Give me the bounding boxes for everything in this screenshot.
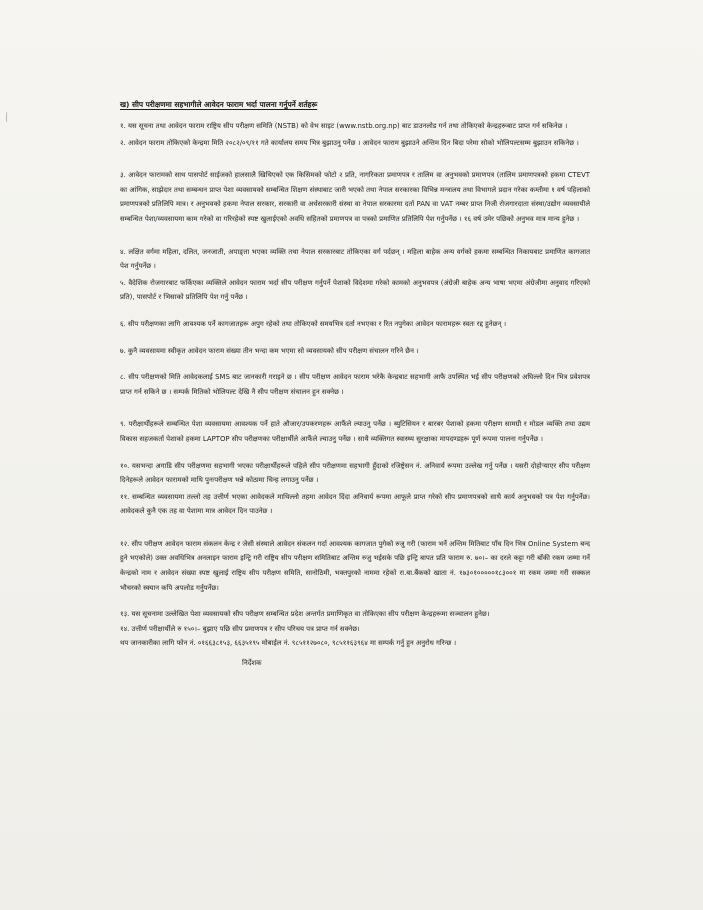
scan-edge-mark <box>6 112 10 122</box>
condition-item-7: ७. कुनै व्यवसायमा स्वीकृत आवेदन फाराम संख्या तीन भन्दा कम भएमा सो व्यवसायको सीप परीक्षण संचालन गरिने छैन । <box>120 346 419 355</box>
section-heading: ख) सीप परीक्षणमा सहभागीले आवेदन फाराम भर्दा पालना गर्नुपर्ने शर्तहरू <box>120 100 318 109</box>
notice-body <box>120 99 590 669</box>
condition-item-6: ६. सीप परीक्षणका लागि आवश्यक पर्ने कागजातहरू अपुग रहेको तथा तोकिएको समयभित्र दर्ता नभएका र रित नपुगेका आवेदन फारामहरू स्वतः रद्द हुनेछन् । <box>120 319 507 328</box>
condition-item-13: १३. यस सूचनामा उल्लेखित पेशा व्यवसायको सीप परीक्षण सम्बन्धित प्रदेश अन्तर्गत प्रमाणिकृत वा तोकिएका सीप परीक्षण केन्द्रहरूमा सञ्चालन हुनेछ। <box>120 610 490 619</box>
condition-item-3: ३. आवेदन फारामको साथ पासपोर्ट साईजको हालसालै खिचिएको एक किसिमको फोटो २ प्रति, नागरिकता प्रमाणपत्र र तालिम वा अनुभवको प्रमाणपत्र (तालिम प्रमाणपत्रको हकमा CTEVT का आंगिक, साझेदार तथा सम्बन्धन प्राप्त पेशा व्यवसायको सम्बन्धित शिक्षण संस्थाबाट जारी भएको तथा नेपाल सरकारका विभिन्न मन्त्रालय तथा विभागले प्रदान गरेका कम्तीमा १ वर्ष पहिलाको प्रमाणपत्रको प्रतिलिपि मात्र। र अनुभवको हकमा नेपाल सरकार, सरकारी वा अर्धसरकारी संस्था वा नेपाल सरकारमा दर्ता PAN वा VAT नम्बर प्राप्त निजी रोजगारदाता संस्था/उद्योग व्यवसायीले सम्बन्धित पेशा/व्यवसायमा काम गरेको वा गरिरहेको स्पष्ट खुलाईएको अवधि सहितको प्रमाणपत्र वा पत्रको प्रमाणित प्रतिलिपि पेश गर्नुपर्नेछ । १६ वर्ष उमेर पछिको अनुभव मात्र मान्य हुनेछ । <box>120 171 590 223</box>
condition-item-8: ८. सीप परीक्षणको मिति आवेदकलाई SMS बाट जानकारी गराइने छ । सीप परीक्षण आवेदन फाराम भरेकै केन्द्रबाट सहभागी आफै उपस्थित भई सीप परीक्षणको अघिल्लो दिन भित्र प्रवेशपत्र प्राप्त गर्न सकिने छ । सम्पर्क मितिको भोलिपल्ट देखि नै सीप परीक्षण संचालन हुन सक्नेछ । <box>120 373 590 396</box>
condition-item-14: १४. उत्तीर्ण परीक्षार्थीले रु १५०।– बुझाए पछि सीप प्रमाणपत्र र सीप परिचय पत्र प्राप्त गर्न सक्नेछ। <box>120 624 360 633</box>
condition-item-4: ४. लक्षित वर्गमा महिला, दलित, जनजाती, अपाङ्ता भएका व्यक्ति तथा नेपाल सरकारबाट तोकिएका वर्ग पर्दछन् । महिला बाहेक अन्य वर्गको हकमा सम्बन्धित निकायबाट प्रमाणित कागजात पेश गर्नुपर्नेछ । <box>120 247 590 271</box>
signature-title: निर्देशक <box>242 659 262 668</box>
condition-item-10: १०. यसभन्दा अगाडि सीप परीक्षणमा सहभागी भएका परीक्षार्थीहरूले पहिले सीप परीक्षणमा सहभागी हुँदाको रजिष्ट्रेसन नं. अनिवार्य रूपमा उल्लेख गर्नु पर्नेछ । यसरी दोहोऱ्याएर सीप परीक्षण दिनेहरूले आवेदन फारामको माथि पुनःपरीक्षण भन्ने कोठामा चिन्ह लगाउनु पर्नेछ । <box>120 461 590 485</box>
condition-item-2: २. आवेदन फाराम तोकिएको केन्द्रमा मिति २०८२/०९/११ गते कार्यालय समय भित्र बुझाउनु पर्नेछ । आवेदन फाराम बुझाउने अन्तिम दिन बिदा परेमा सोको भोलिपल्टसम्म बुझाउन सकिनेछ । <box>120 138 579 147</box>
condition-item-12: १२. सीप परीक्षण आवेदन फाराम संकलन केन्द्र र जेसी संस्थाले आवेदन संकलन गर्दा आवश्यक कागजात पुगेको रुजु गरी (फाराम भर्ने अन्तिम मितिबाट पाँच दिन भित्र Online System बन्द हुने भएकोले) उक्त अवधिभित्र अनलाइन फाराम इन्ट्रि गरी राष्ट्रिय सीप परीक्षण समितिबाट अन्तिम रुजु भईसके पछि इन्ट्रि बापत प्रति फाराम रु. ७०।– का दरले कट्टा गरी बाँकी रकम जम्मा गर्ने केन्द्रको नाम र आवेदन संख्या स्पष्ट खुलाई राष्ट्रिय सीप परीक्षण समिति, सानोठिमी, भक्तपुरको नाममा रहेको रा.बा.बैंकको खाता नं. १७३०१०००००१८३००१ मा रकम जम्मा गरी सक्कल भौचरको स्क्यान कपि अपलोड गर्नुपर्नेछ। <box>120 539 590 592</box>
condition-item-11: ११. सम्बन्धित व्यवसायमा तल्लो तह उत्तीर्ण भएका आवेदकले माथिल्लो तहमा आवेदन दिंदा अनिवार्य रूपमा आफूले प्राप्त गरेको सीप प्रमाणपत्रको साथै कार्य अनुभवको पत्र पेश गर्नुपर्नेछ। आवेदकले कुनै एक तह वा पेशामा मात्र आवेदन दिन पाउनेछ । <box>120 492 590 516</box>
condition-item-9: ९. परीक्षार्थीहरूले सम्बन्धित पेशा व्यवसायमा आवश्यक पर्ने हाते औजार/उपकरणहरू आफैंले ल्याउनु पर्नेछ । ब्युटिसियन र बारबर पेशाको हकमा परीक्षण सामग्री र मोडल व्यक्ति तथा उद्यम विकास सहजकर्ता पेशाको हकमा LAPTOP सीप परीक्षणका परीक्षार्थीले आफैंले ल्याउनु पर्नेछ । साथै व्यक्तिगत स्वास्थ्य सुरक्षाका मापदण्डहरू पूर्ण रूपमा पालना गर्नुपर्नेछ । <box>120 420 590 443</box>
condition-item-1: १. यस सूचना तथा आवेदन फाराम राष्ट्रिय सीप परीक्षण समिति (NSTB) को वेभ साइट (www.nstb.org.np) बाट डाउनलोड गर्न तथा तोकिएको केन्द्रहरूबाट प्राप्त गर्न सकिनेछ । <box>120 122 568 130</box>
contact-info: थप जानकारीका लागि फोन नं. ०१६६३८१५३, ६६३५१९५ मोबाईल नं. ९८५११२७०८०, ९८५११६३९६४ मा सम्पर्क गर्नु हुन अनुरोध गरिन्छ । <box>120 639 457 648</box>
condition-item-5: ५. वैदेशिक रोजगारबाट फर्किएका व्यक्तिले आवेदन फाराम भर्दा सीप परीक्षण गर्नुपर्ने पेशाको विदेशमा गरेको कामको अनुभवपत्र (अंग्रेजी बाहेक अन्य भाषा भएमा अंग्रेजीमा अनुवाद गरिएको प्रति), पासपोर्ट र भिसाको प्रतिलिपि पेश गर्नु पर्नेछ । <box>120 278 590 302</box>
